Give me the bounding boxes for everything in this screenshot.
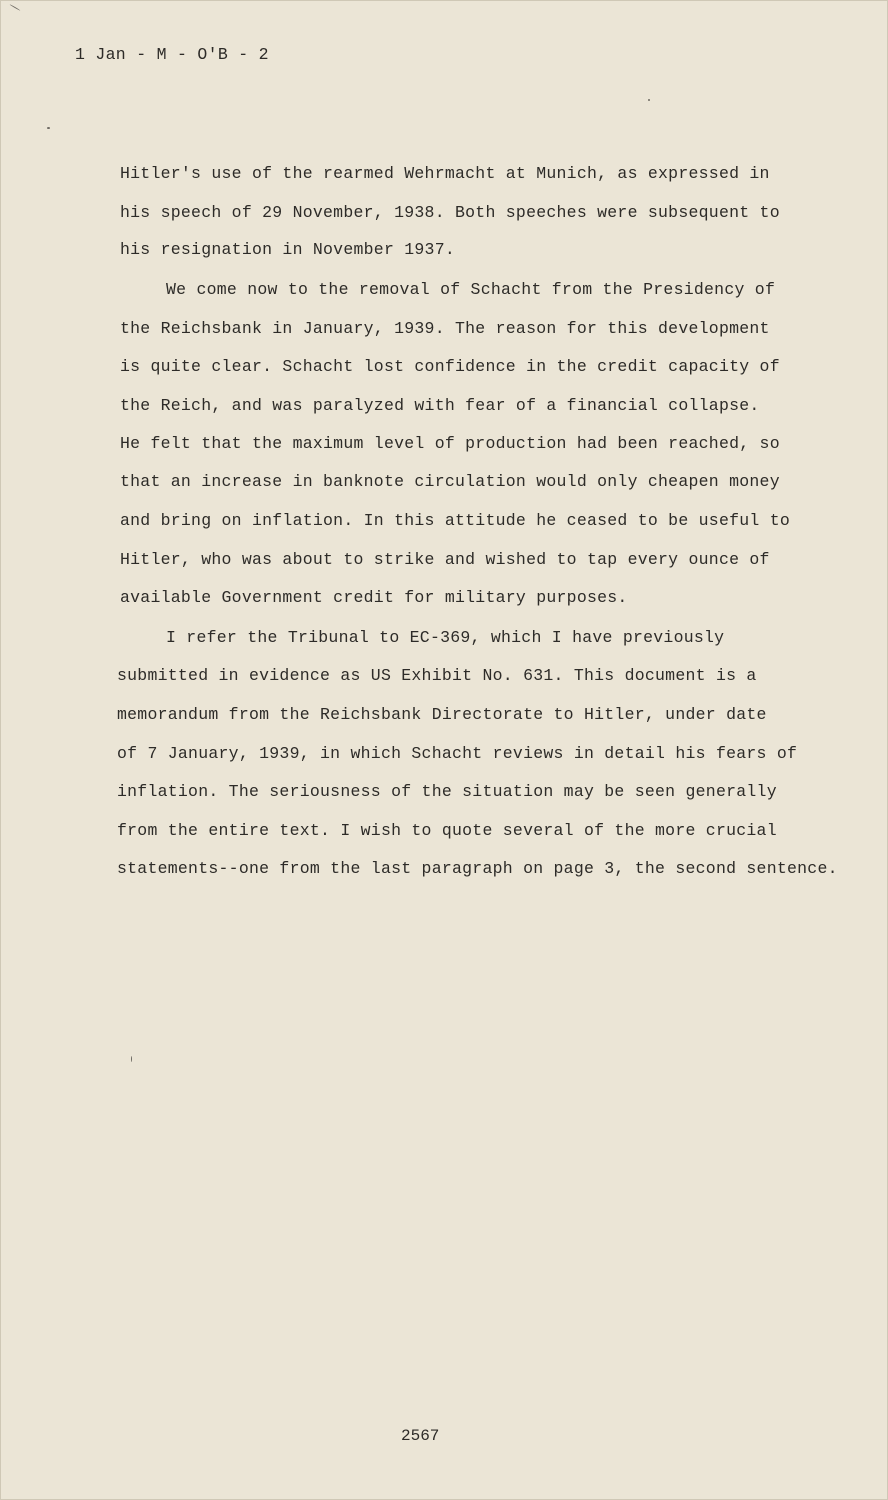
body-line-2: his speech of 29 November, 1938. Both speeches were subsequent to (120, 203, 780, 222)
body-line-11: Hitler, who was about to strike and wished to tap every ounce of (120, 550, 770, 569)
body-line-17: inflation. The seriousness of the situation may be seen generally (117, 782, 777, 801)
body-line-16: of 7 January, 1939, in which Schacht reviews in detail his fears of (117, 744, 798, 763)
body-line-18: from the entire text. I wish to quote several of the more crucial (117, 821, 777, 840)
body-line-7: the Reich, and was paralyzed with fear of a financial collapse. (120, 396, 760, 415)
page-number: 2567 (401, 1427, 440, 1445)
document-header: 1 Jan - M - O'B - 2 (75, 45, 269, 64)
body-line-10: and bring on inflation. In this attitude he ceased to be useful to (120, 511, 791, 530)
body-line-1: Hitler's use of the rearmed Wehrmacht at Munich, as expressed in (120, 164, 770, 183)
paper-speck (648, 99, 650, 101)
paper-speck (47, 127, 50, 129)
body-line-5: the Reichsbank in January, 1939. The reason for this development (120, 319, 770, 338)
paper-speck (10, 4, 21, 11)
paper-speck (131, 1056, 132, 1062)
body-line-14: submitted in evidence as US Exhibit No. 631. This document is a (117, 666, 757, 685)
body-line-13: I refer the Tribunal to EC-369, which I have previously (166, 628, 725, 647)
body-line-12: available Government credit for military purposes. (120, 588, 628, 607)
body-line-15: memorandum from the Reichsbank Directorate to Hitler, under date (117, 705, 767, 724)
body-line-3: his resignation in November 1937. (120, 240, 456, 259)
body-line-4: We come now to the removal of Schacht from the Presidency of (166, 280, 776, 299)
body-line-19: statements--one from the last paragraph on page 3, the second sentence. (117, 859, 838, 878)
body-line-6: is quite clear. Schacht lost confidence in the credit capacity of (120, 357, 780, 376)
body-line-8: He felt that the maximum level of production had been reached, so (120, 434, 780, 453)
body-line-9: that an increase in banknote circulation would only cheapen money (120, 472, 780, 491)
